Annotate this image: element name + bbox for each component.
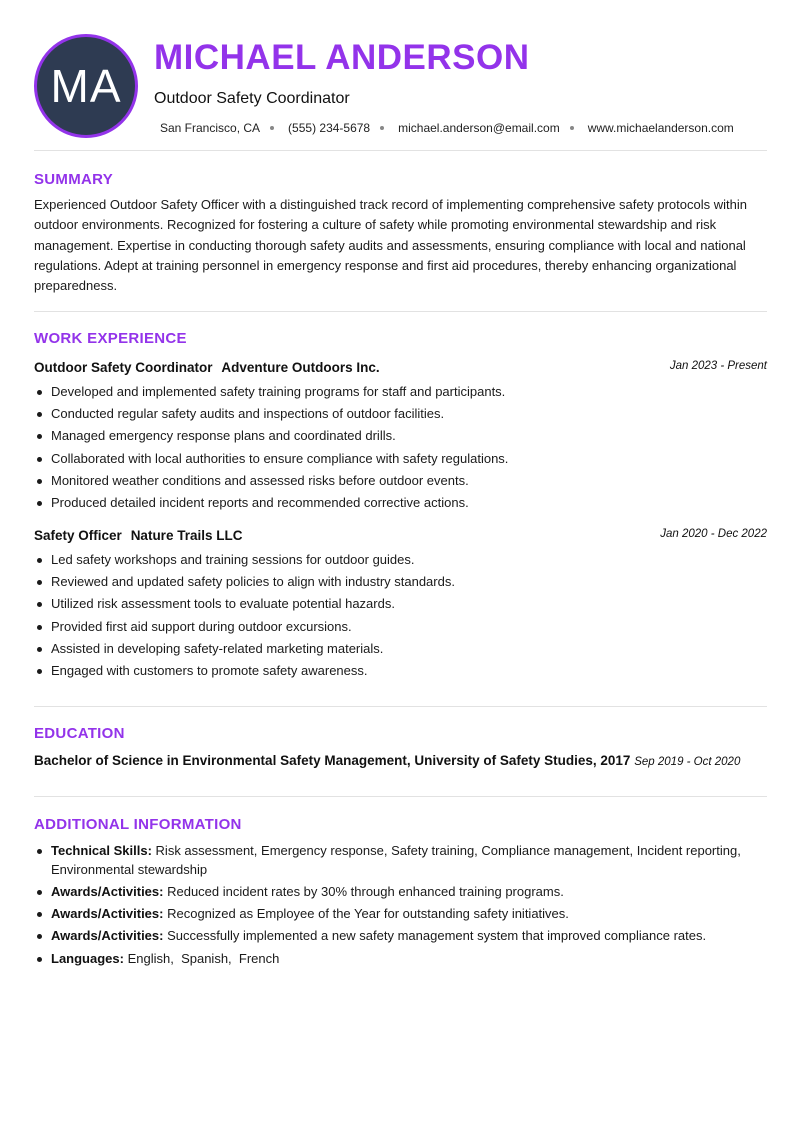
contact-line	[160, 121, 734, 135]
separator-dot-icon	[380, 126, 384, 130]
candidate-name: MICHAEL ANDERSON	[154, 38, 530, 77]
divider	[34, 150, 767, 151]
list-item: Led safety workshops and training sessions for outdoor guides.	[34, 549, 767, 571]
list-item: Monitored weather conditions and assessed risks before outdoor events.	[34, 470, 767, 492]
avatar-initials: MA	[50, 60, 122, 112]
divider	[34, 311, 767, 312]
job-header	[34, 359, 767, 377]
contact-email[interactable]: michael.anderson@email.com	[398, 121, 560, 135]
avatar	[34, 34, 138, 138]
summary-heading: SUMMARY	[34, 171, 114, 188]
experience-heading: WORK EXPERIENCE	[34, 330, 187, 347]
summary-text: Experienced Outdoor Safety Officer with a distinguished track record of implementing comprehensive safety protocols within outdoor environments. Recognized for fostering a culture of safety while promoting environmental stewardship and risk management. Expertise in conducting thorough safety audits and assessments, ensuring compliance with local and national regulations. Adept at training personnel in emergency response and first aid procedures, thereby enhancing organizational preparedness.	[34, 197, 747, 294]
job-header	[34, 527, 767, 545]
item-text: Successfully implemented a new safety management system that improved compliance rates.	[167, 927, 707, 943]
additional-heading: ADDITIONAL INFORMATION	[34, 816, 242, 833]
education-dates: Sep 2019 - Oct 2020	[634, 756, 741, 768]
item-label: Awards/Activities:	[51, 905, 164, 921]
item-text: Reduced incident rates by 30% through enhanced training programs.	[167, 883, 564, 899]
list-item: Reviewed and updated safety policies to align with industry standards.	[34, 571, 767, 593]
list-item: Collaborated with local authorities to ensure compliance with safety regulations.	[34, 448, 767, 470]
job-bullets	[34, 381, 767, 514]
contact-location: San Francisco, CA	[160, 121, 261, 135]
job-title: Safety Officer	[34, 528, 122, 543]
education-entry	[34, 753, 767, 768]
item-label: Technical Skills:	[51, 843, 152, 858]
item-label: Awards/Activities:	[51, 927, 164, 943]
list-item: Developed and implemented safety training programs for staff and participants.	[34, 381, 767, 403]
job-title: Outdoor Safety Coordinator	[34, 360, 213, 375]
candidate-title: Outdoor Safety Coordinator	[154, 90, 350, 107]
job-dates: Jan 2023 - Present	[669, 360, 767, 372]
list-item: Provided first aid support during outdoor excursions.	[34, 616, 767, 638]
separator-dot-icon	[570, 126, 574, 130]
item-text: Risk assessment, Emergency response, Safety training, Compliance management, Incident reporting, Environmental stewardship	[51, 843, 741, 877]
list-item	[34, 883, 767, 902]
education-heading: EDUCATION	[34, 725, 125, 742]
list-item: Conducted regular safety audits and inspections of outdoor facilities.	[34, 403, 767, 425]
separator-dot-icon	[270, 126, 274, 130]
item-label: Awards/Activities:	[51, 883, 164, 899]
list-item	[34, 950, 767, 969]
contact-phone: (555) 234-5678	[288, 121, 371, 135]
job-dates: Jan 2020 - Dec 2022	[660, 528, 767, 540]
item-text: English, Spanish, French	[127, 951, 280, 966]
list-item: Produced detailed incident reports and recommended corrective actions.	[34, 492, 767, 514]
list-item: Assisted in developing safety-related marketing materials.	[34, 638, 767, 660]
list-item: Engaged with customers to promote safety awareness.	[34, 660, 767, 682]
divider	[34, 796, 767, 797]
contact-website[interactable]: www.michaelanderson.com	[587, 121, 734, 135]
list-item	[34, 927, 767, 946]
list-item: Managed emergency response plans and coordinated drills.	[34, 425, 767, 447]
education-degree: Bachelor of Science in Environmental Safety Management, University of Safety Studies, 2017	[34, 753, 631, 768]
item-text: Recognized as Employee of the Year for outstanding safety initiatives.	[167, 905, 569, 921]
job-company: Nature Trails LLC	[130, 528, 243, 543]
item-label: Languages:	[51, 951, 124, 966]
job-bullets	[34, 549, 767, 682]
list-item	[34, 842, 767, 879]
job-company: Adventure Outdoors Inc.	[221, 360, 380, 375]
divider	[34, 706, 767, 707]
list-item	[34, 905, 767, 924]
list-item: Utilized risk assessment tools to evaluate potential hazards.	[34, 593, 767, 615]
additional-list	[34, 842, 767, 972]
